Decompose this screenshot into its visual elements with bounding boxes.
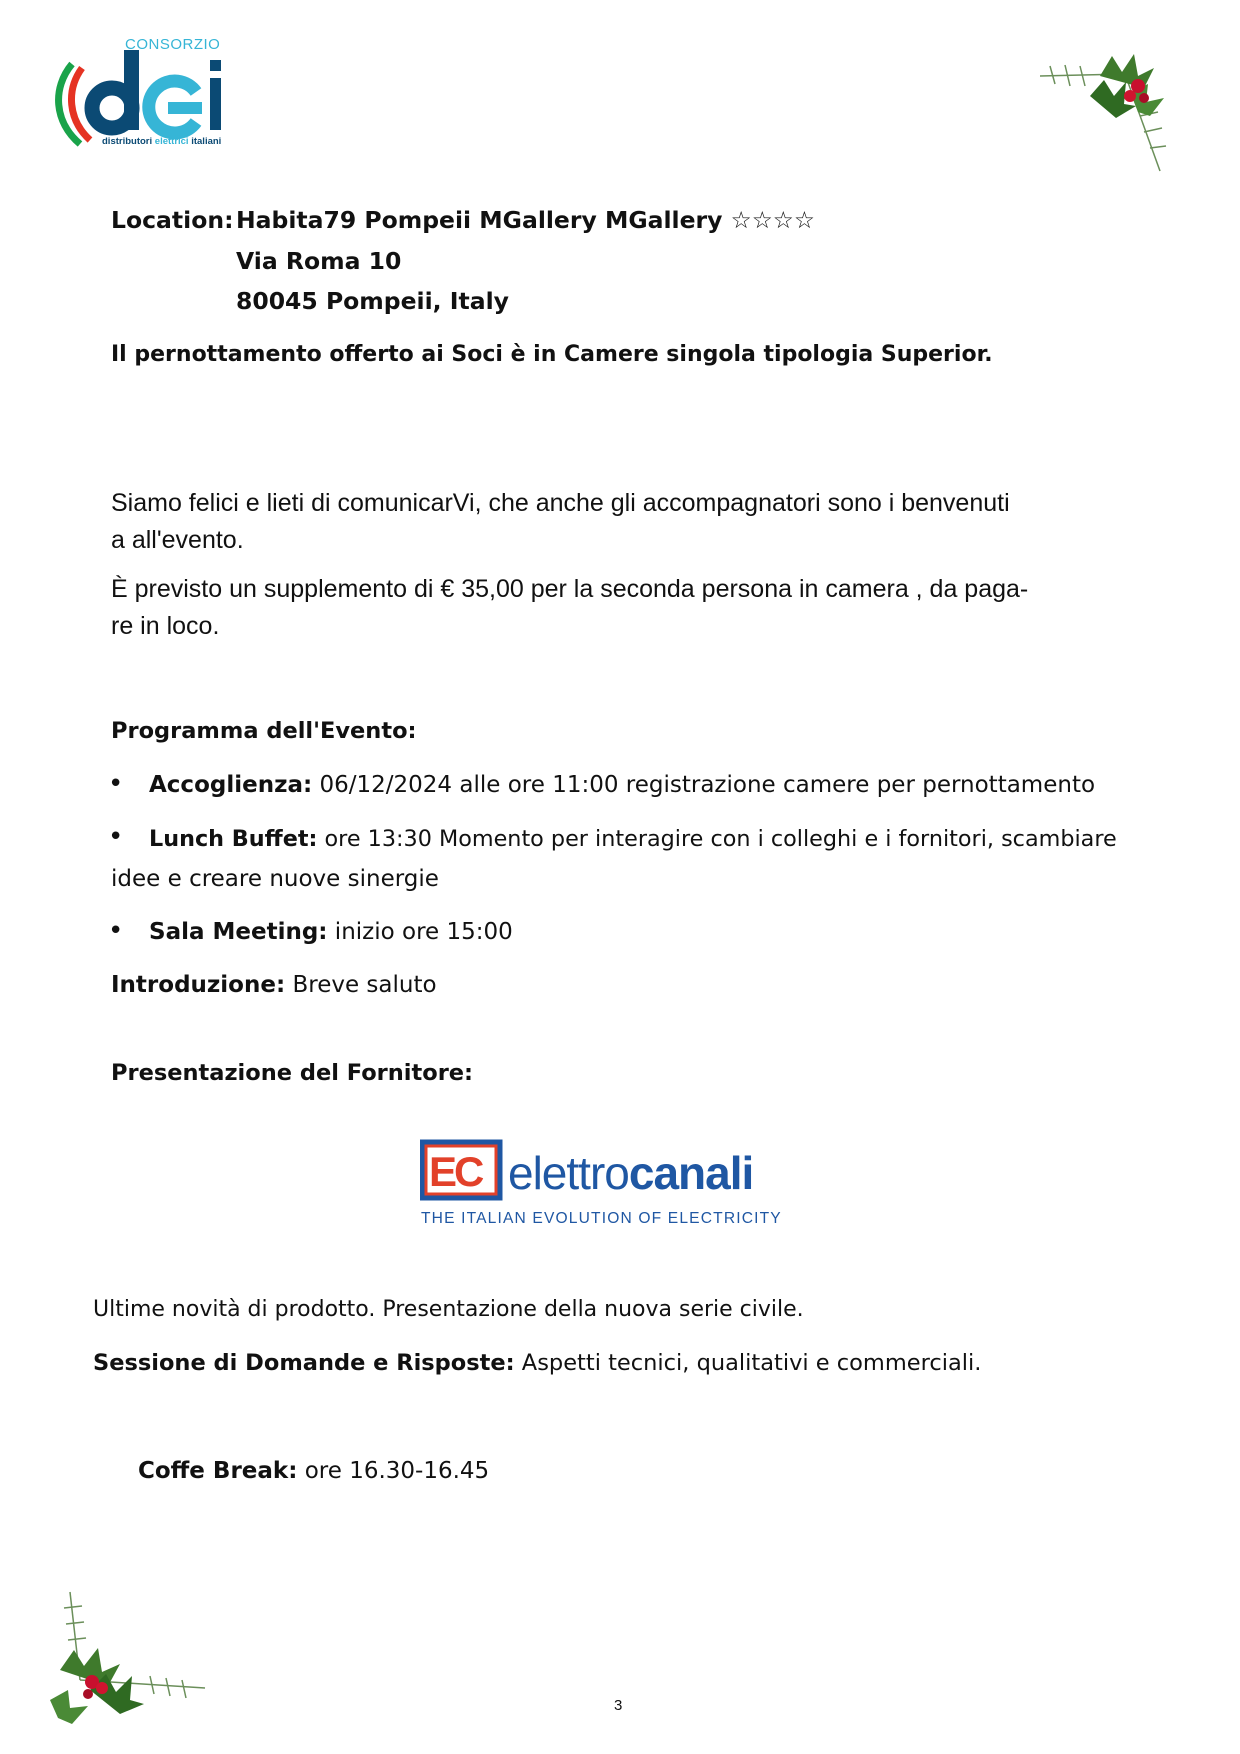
qa-session	[93, 1350, 981, 1376]
companions-line-4: re in loco.	[111, 612, 220, 640]
holly-icon	[1030, 36, 1200, 176]
program-item-2-text: ore 13:30 Momento per interagire con i colleghi e i fornitori, scambiare	[317, 826, 1117, 852]
location-street: Via Roma 10	[236, 247, 402, 275]
companions-line-1: Siamo felici e lieti di comunicarVi, che anche gli accompagnatori sono i benvenuti	[111, 489, 1010, 517]
introduction	[111, 972, 437, 998]
location-label: Location:	[111, 206, 234, 234]
consorzio-dgi-logo	[50, 36, 250, 154]
bullet-icon: •	[108, 769, 124, 799]
logo-tagline-accent: elettrici	[154, 136, 189, 147]
ec-logo-name-light: elettro	[508, 1147, 629, 1199]
ec-logo-mark: EC	[429, 1148, 482, 1195]
program-item-1	[149, 772, 1095, 798]
holly-icon	[40, 1590, 210, 1730]
bullet-icon: •	[108, 916, 124, 946]
coffee-text: ore 16.30-16.45	[297, 1458, 490, 1484]
bullet-icon: •	[108, 822, 124, 852]
program-item-2-continuation: idee e creare nuove sinergie	[111, 866, 439, 892]
program-item-2	[149, 826, 1117, 852]
ec-logo-tagline: THE ITALIAN EVOLUTION OF ELECTRICITY	[421, 1210, 782, 1227]
location-venue: Habita79 Pompeii MGallery MGallery ☆☆☆☆	[236, 206, 815, 234]
qa-label: Sessione di Domande e Risposte:	[93, 1350, 515, 1376]
introduction-label: Introduzione:	[111, 972, 286, 998]
logo-tagline-suffix: italiani	[188, 136, 222, 147]
logo-tagline-prefix: distributori	[102, 136, 155, 147]
qa-text: Aspetti tecnici, qualitativi e commerciali.	[514, 1350, 982, 1376]
companions-line-3: È previsto un supplemento di € 35,00 per la seconda persona in camera , da paga-	[111, 575, 1029, 603]
overnight-note: Il pernottamento offerto ai Soci è in Camere singola tipologia Superior.	[111, 342, 993, 367]
program-item-3-text: inizio ore 15:00	[327, 919, 513, 945]
program-item-1-label: Accoglienza:	[149, 772, 313, 798]
coffee-break	[138, 1458, 489, 1484]
program-title: Programma dell'Evento:	[111, 718, 417, 744]
elettrocanali-logo	[420, 1138, 800, 1230]
supplier-title: Presentazione del Fornitore:	[111, 1060, 474, 1086]
location-city: 80045 Pompeii, Italy	[236, 287, 509, 315]
program-item-2-label: Lunch Buffet:	[149, 826, 318, 852]
ec-logo-name-bold: canali	[628, 1147, 754, 1199]
program-item-3	[149, 919, 513, 945]
introduction-text: Breve saluto	[285, 972, 437, 998]
coffee-label: Coffe Break:	[138, 1458, 298, 1484]
news-text: Ultime novità di prodotto. Presentazione della nuova serie civile.	[93, 1297, 804, 1322]
ec-logo-name	[508, 1146, 753, 1200]
program-item-3-label: Sala Meeting:	[149, 919, 328, 945]
program-item-1-text: 06/12/2024 alle ore 11:00 registrazione camere per pernottamento	[312, 772, 1096, 798]
companions-line-2: a all'evento.	[111, 526, 244, 554]
page-number: 3	[614, 1697, 623, 1714]
logo-consorzio-text: CONSORZIO	[125, 36, 221, 53]
logo-tagline	[102, 136, 221, 147]
